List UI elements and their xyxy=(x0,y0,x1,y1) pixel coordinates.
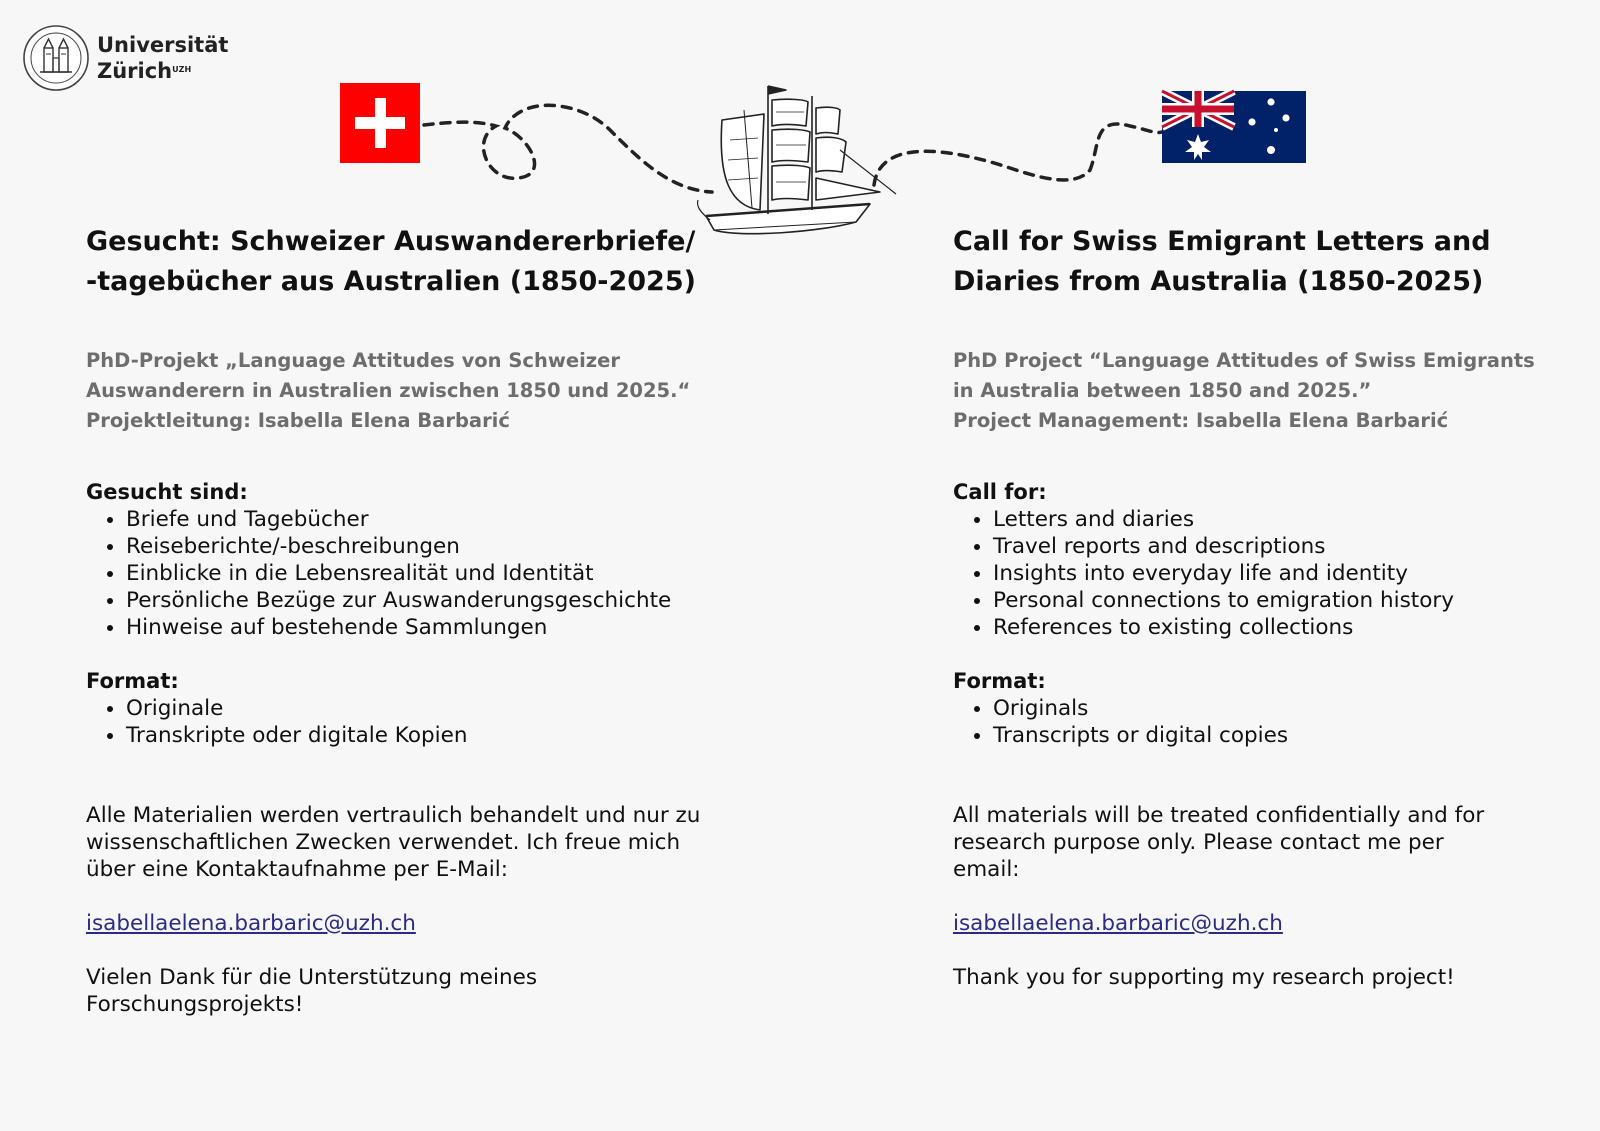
german-format-label: Format: xyxy=(86,669,179,693)
paragraph-line: research purpose only. Please contact me per xyxy=(953,830,1444,855)
german-project-line2: Auswanderern in Australien zwischen 1850 und 2025.“ xyxy=(86,379,691,402)
list-item: • Reiseberichte/-beschreibungen xyxy=(126,533,766,560)
german-heading xyxy=(86,222,766,302)
english-call-section xyxy=(953,479,1600,641)
list-item: • Hinweise auf bestehende Sammlungen xyxy=(126,614,766,641)
list-item: • Transkripte oder digitale Kopien xyxy=(126,722,766,749)
thanks-line: Vielen Dank für die Unterstützung meines xyxy=(86,965,538,990)
paragraph-line: All materials will be treated confidentially and for xyxy=(953,803,1485,828)
german-section xyxy=(86,222,766,1018)
list-item: • Originale xyxy=(126,695,766,722)
list-item: • Personal connections to emigration history xyxy=(993,587,1600,614)
german-call-section xyxy=(86,479,766,641)
australian-flag-icon xyxy=(1162,91,1306,163)
paragraph-line: wissenschaftlichen Zwecken verwendet. Ich freue mich xyxy=(86,830,681,855)
english-heading xyxy=(953,222,1600,302)
german-project-info xyxy=(86,346,766,436)
english-format-section xyxy=(953,668,1600,749)
english-project-line1: PhD Project “Language Attitudes of Swiss Emigrants xyxy=(953,349,1535,372)
thanks-line: Forschungsprojekts! xyxy=(86,992,304,1017)
list-item: • Originals xyxy=(993,695,1600,722)
list-item: • Persönliche Bezüge zur Auswanderungsgeschichte xyxy=(126,587,766,614)
english-thanks xyxy=(953,964,1600,991)
list-item: • Briefe und Tagebücher xyxy=(126,506,766,533)
german-call-label: Gesucht sind: xyxy=(86,480,248,504)
english-heading-line1: Call for Swiss Emigrant Letters and xyxy=(953,226,1491,257)
german-call-list xyxy=(86,506,766,641)
sailing-ship-icon xyxy=(698,86,897,234)
english-confidentiality-paragraph xyxy=(953,802,1600,883)
english-call-list xyxy=(953,506,1600,641)
german-project-lead: Projektleitung: Isabella Elena Barbarić xyxy=(86,409,510,432)
paragraph-line: Alle Materialien werden vertraulich behandelt und nur zu xyxy=(86,803,701,828)
english-project-info xyxy=(953,346,1600,436)
list-item: • Travel reports and descriptions xyxy=(993,533,1600,560)
german-thanks xyxy=(86,964,766,1018)
list-item: • References to existing collections xyxy=(993,614,1600,641)
english-format-list xyxy=(953,695,1600,749)
english-heading-line2: Diaries from Australia (1850-2025) xyxy=(953,266,1484,297)
list-item: • Insights into everyday life and identity xyxy=(993,560,1600,587)
logo-line2: Zürich$^{UZH}$ xyxy=(97,59,192,83)
header-illustration xyxy=(0,0,1600,250)
german-format-list xyxy=(86,695,766,749)
paragraph-line: über eine Kontaktaufnahme per E-Mail: xyxy=(86,857,508,882)
paragraph-line: email: xyxy=(953,857,1020,882)
english-section xyxy=(953,222,1600,991)
swiss-flag-icon xyxy=(340,83,420,163)
german-heading-line2: -tagebücher aus Australien (1850-2025) xyxy=(86,266,696,297)
german-email-link[interactable]: isabellaelena.barbaric@uzh.ch xyxy=(86,911,416,936)
list-item: • Einblicke in die Lebensrealität und Identität xyxy=(126,560,766,587)
german-heading-line1: Gesucht: Schweizer Auswandererbriefe/ xyxy=(86,226,696,257)
english-format-label: Format: xyxy=(953,669,1046,693)
german-confidentiality-paragraph xyxy=(86,802,766,883)
english-project-line2: in Australia between 1850 and 2025.” xyxy=(953,379,1372,402)
english-call-label: Call for: xyxy=(953,480,1047,504)
english-email-link[interactable]: isabellaelena.barbaric@uzh.ch xyxy=(953,911,1283,936)
german-format-section xyxy=(86,668,766,749)
list-item: • Letters and diaries xyxy=(993,506,1600,533)
thanks-line: Thank you for supporting my research project! xyxy=(953,965,1455,990)
logo-line1: Universität xyxy=(97,33,229,57)
german-project-line1: PhD-Projekt „Language Attitudes von Schweizer xyxy=(86,349,620,372)
english-project-lead: Project Management: Isabella Elena Barbarić xyxy=(953,409,1449,432)
list-item: • Transcripts or digital copies xyxy=(993,722,1600,749)
